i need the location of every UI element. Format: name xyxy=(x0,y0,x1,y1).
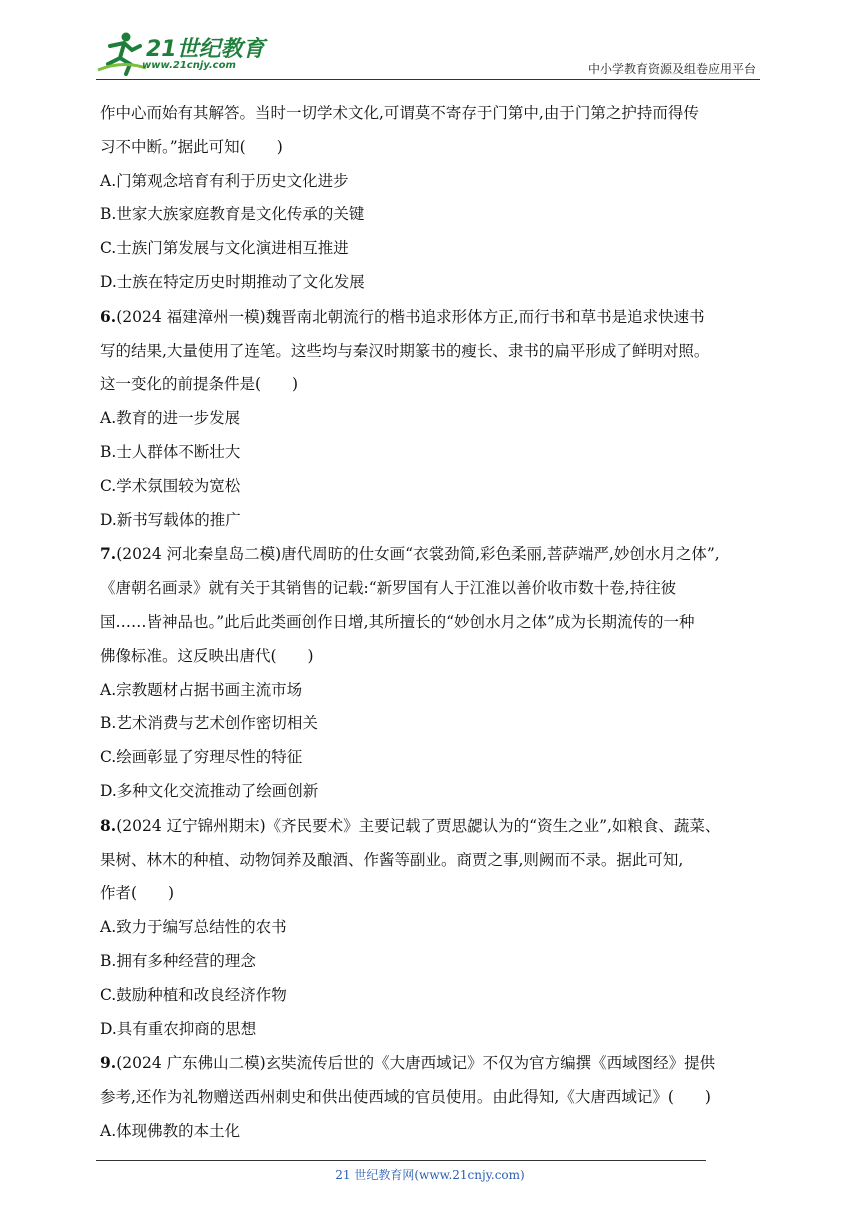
question-8-stem xyxy=(100,809,764,844)
option-b: B.士人群体不断壮大 xyxy=(100,442,241,461)
question-6-stem xyxy=(100,300,764,335)
question-number: 7. xyxy=(100,544,117,564)
question-text: (2024 福建漳州一模)魏晋南北朝流行的楷书追求形体方正,而行书和草书是追求快速书 xyxy=(116,307,705,326)
platform-name: 中小学教育资源及组卷应用平台 xyxy=(587,62,756,76)
logo-url: www.21cnjy.com xyxy=(142,60,236,71)
question-7-text: 国……皆神品也。”此后此类画创作日增,其所擅长的“妙创水月之体”成为长期流传的一种 xyxy=(100,612,695,631)
question-number: 9. xyxy=(100,1053,117,1073)
intro-line: 作中心而始有其解答。当时一切学术文化,可谓莫不寄存于门第中,由于门第之护持而得传 xyxy=(100,104,699,122)
option-c: C.士族门第发展与文化演进相互推进 xyxy=(100,239,349,258)
option-c: C.学术氛围较为宽松 xyxy=(100,476,241,495)
question-6-text: 这一变化的前提条件是( ) xyxy=(100,375,299,394)
question-7-text: 佛像标准。这反映出唐代( ) xyxy=(100,646,314,665)
question-7-text: 《唐朝名画录》就有关于其销售的记载:“新罗国有人于江淮以善价收市数十卷,持往彼 xyxy=(100,579,677,598)
option-b: B.拥有多种经营的理念 xyxy=(100,951,256,970)
page-content xyxy=(100,97,764,1149)
option-a: A.宗教题材占据书画主流市场 xyxy=(100,680,303,699)
footer-link[interactable]: 21 世纪教育网(www.21cnjy.com) xyxy=(335,1168,525,1182)
option-d: D.新书写载体的推广 xyxy=(100,510,241,529)
question-number: 6. xyxy=(100,306,117,326)
site-logo xyxy=(96,30,266,76)
option-a: A.门第观念培育有利于历史文化进步 xyxy=(100,171,349,190)
option-d: D.士族在特定历史时期推动了文化发展 xyxy=(100,272,365,291)
question-7-stem xyxy=(100,537,764,572)
question-6-text: 写的结果,大量使用了连笔。这些均与秦汉时期篆书的瘦长、隶书的扁平形成了鲜明对照。 xyxy=(100,341,710,360)
option-b: B.艺术消费与艺术创作密切相关 xyxy=(100,714,318,733)
question-9-text: 参考,还作为礼物赠送西州刺史和供出使西域的官员使用。由此得知,《大唐西域记》( ) xyxy=(100,1088,711,1107)
option-d: D.具有重农抑商的思想 xyxy=(100,1019,257,1038)
option-a: A.教育的进一步发展 xyxy=(100,409,241,428)
footer-divider xyxy=(96,1160,706,1161)
question-text: (2024 广东佛山二模)玄奘流传后世的《大唐西域记》不仅为官方编撰《西域图经》提供 xyxy=(116,1054,716,1073)
logo-text: 21世纪教育 xyxy=(146,37,265,62)
question-8-text: 果树、林木的种植、动物饲养及酿酒、作酱等副业。商贾之事,则阙而不录。据此可知, xyxy=(100,850,684,869)
option-d: D.多种文化交流推动了绘画创新 xyxy=(100,781,319,800)
option-c: C.鼓励种植和改良经济作物 xyxy=(100,985,287,1004)
question-text: (2024 辽宁锦州期末)《齐民要术》主要记载了贾思勰认为的“资生之业”,如粮食、蔬菜、 xyxy=(116,816,721,835)
intro-line: 习不中断。”据此可知( ) xyxy=(100,137,283,156)
option-a: A.致力于编写总结性的农书 xyxy=(100,918,287,937)
question-9-stem xyxy=(100,1046,764,1081)
page-header xyxy=(96,30,760,80)
option-a: A.体现佛教的本土化 xyxy=(100,1121,241,1140)
question-8-text: 作者( ) xyxy=(100,884,175,903)
question-text: (2024 河北秦皇岛二模)唐代周昉的仕女画“衣裳劲简,彩色柔丽,菩萨端严,妙创水月之体”, xyxy=(116,545,720,564)
runner-logo-icon xyxy=(96,30,148,76)
option-c: C.绘画彰显了穷理尽性的特征 xyxy=(100,748,303,767)
header-divider xyxy=(96,79,760,80)
option-b: B.世家大族家庭教育是文化传承的关键 xyxy=(100,205,365,224)
question-number: 8. xyxy=(100,815,117,835)
